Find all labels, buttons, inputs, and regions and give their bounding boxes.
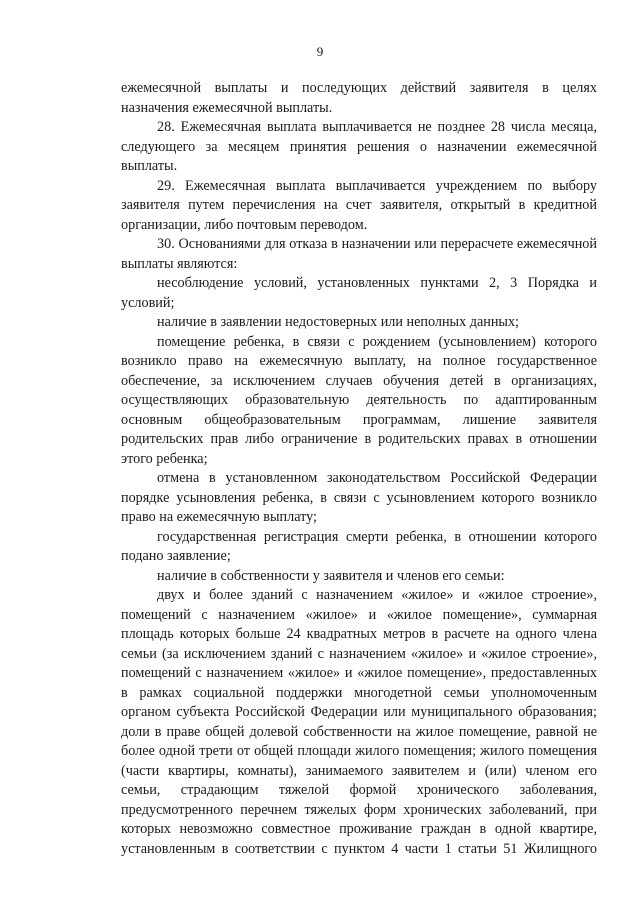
refusal-ground: государственная регистрация смерти ребенка, в отношении которого подано заявление; bbox=[121, 528, 597, 564]
document-body bbox=[121, 79, 597, 859]
refusal-ground: наличие в собственности у заявителя и членов его семьи: bbox=[157, 567, 505, 584]
refusal-ground: помещение ребенка, в связи с рождением (усыновлением) которого возникло право на ежемесячную выплату, на полное государственное обеспечение, за исключением случаев обучения детей в организациях, осуществляющих образовательную деятельность по адаптированным основным общеобразовательным программам, лишение заявителя родительских прав либо ограничение в родительских правах в отношении этого ребенка; bbox=[121, 333, 597, 467]
refusal-ground: наличие в заявлении недостоверных или неполных данных; bbox=[157, 314, 520, 330]
property-condition: двух и более зданий с назначением «жилое» и «жилое строение», помещений с назначением «жилое» и «жилое помещение», суммарная площадь которых больше 24 квадратных метров в расчете на одного члена семьи (за исключением зданий с назначением «жилое» и «жилое строение», помещений с назначением «жилое» и «жилое помещение», предоставленных в рамках социальной поддержки многодетной семьи уполномоченным органом субъекта Российской Федерации или муниципального образования; доли в праве общей долевой собственности на жилое помещение, равной не более одной трети от общей площади жилого помещения; жилого помещения (части квартиры, комнаты), занимаемого заявителем и (или) членом его семьи, страдающим тяжелой формой хронического заболевания, предусмотренного перечнем тяжелых форм хронических заболеваний, при которых невозможно совместное проживание граждан в одной квартире, установленным в соответствии с пунктом 4 части 1 статьи 51 Жилищного bbox=[121, 587, 597, 857]
paragraph-item-29: 29. Ежемесячная выплата выплачивается учреждением по выбору заявителя путем перечисления на счет заявителя, открытый в кредитной организации, либо почтовым переводом. bbox=[121, 177, 597, 233]
refusal-ground: несоблюдение условий, установленных пунктами 2, 3 Порядка и условий; bbox=[121, 275, 597, 311]
paragraph-item-28: 28. Ежемесячная выплата выплачивается не позднее 28 числа месяца, следующего за месяцем принятия решения о назначении ежемесячной выплаты. bbox=[121, 119, 597, 174]
refusal-ground: отмена в установленном законодательством Российской Федерации порядке усыновления ребенка, в связи с усыновлением которого возникло право на ежемесячную выплату; bbox=[121, 470, 597, 525]
page-number: 9 bbox=[316, 44, 324, 59]
paragraph-continuation: ежемесячной выплаты и последующих действий заявителя в целях назначения ежемесячной выплаты. bbox=[121, 80, 597, 116]
paragraph-item-30: 30. Основаниями для отказа в назначении или перерасчете ежемесячной выплаты являются: bbox=[121, 236, 597, 272]
